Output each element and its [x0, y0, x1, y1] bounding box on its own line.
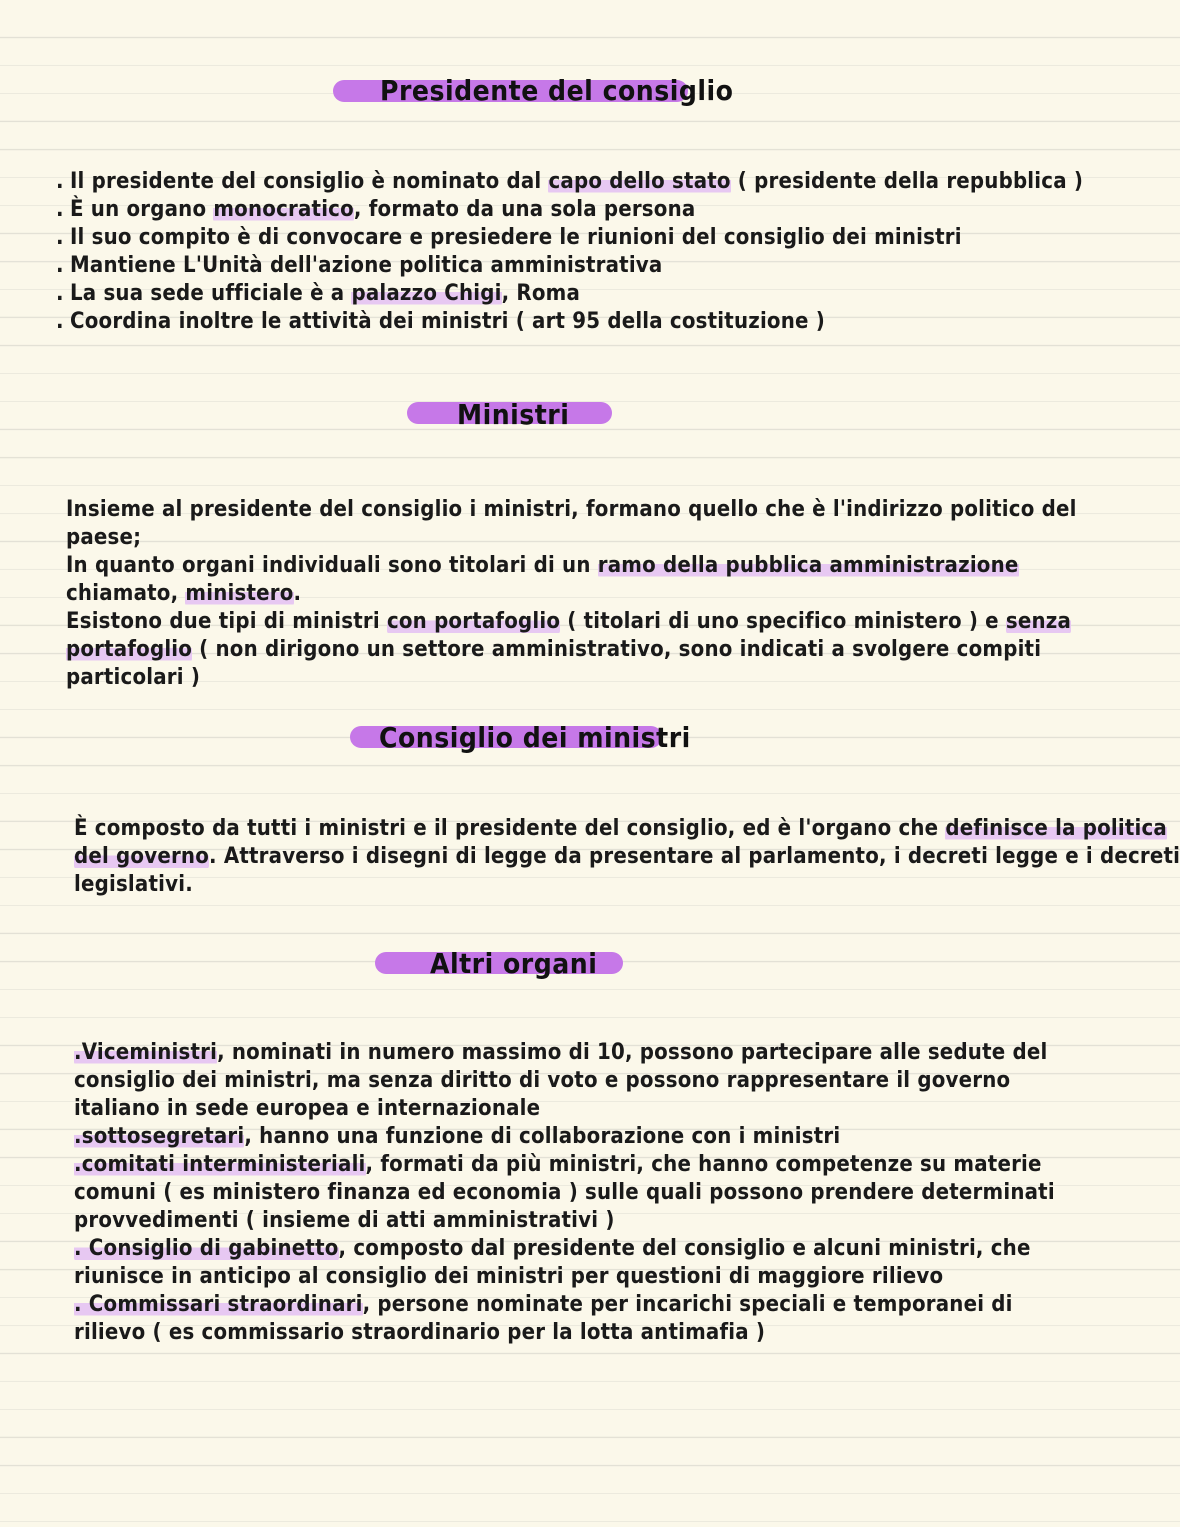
list-item: . È un organo monocratico, formato da una sola persona	[56, 197, 696, 222]
section-title-altri: Altri organi	[0, 945, 1080, 985]
list-item: .comitati interministeriali, formati da più ministri, che hanno competenze su materie	[74, 1152, 1042, 1177]
list-item: . Mantiene L'Unità dell'azione politica amministrativa	[56, 253, 663, 278]
consiglio-paragraph: È composto da tutti i ministri e il presidente del consiglio, ed è l'organo che definisce la politica del governo. Attraverso i disegni di legge da presentare al parlamento, i decreti legge e i decreti legislativi.	[74, 816, 1180, 897]
list-item: . Il presidente del consiglio è nominato dal capo dello stato ( presidente della repubblica )	[56, 169, 1084, 194]
list-item: . Il suo compito è di convocare e presiedere le riunioni del consiglio dei ministri	[56, 225, 962, 250]
section-title-consiglio: Consiglio dei ministri	[0, 719, 1080, 759]
section-title-presidente	[0, 72, 1080, 112]
list-item: . Coordina inoltre le attività dei ministri ( art 95 della costituzione )	[56, 309, 825, 334]
ministri-paragraph: Insieme al presidente del consiglio i ministri, formano quello che è l'indirizzo politico del paese; In quanto organi individuali sono titolari di un ramo della pubblica amministrazione chiamato, ministero. Esistono due tipi di ministri con portafoglio ( titolari di uno specifico ministero ) e senza portafoglio ( non dirigono un settore amministrativo, sono indicati a svolgere compiti particolari )	[66, 497, 1077, 690]
section-title-ministri: Ministri	[0, 396, 1080, 436]
presidente-list	[56, 168, 1083, 336]
altri-list: .Viceministri, nominati in numero massimo di 10, possono partecipare alle sedute del consiglio dei ministri, ma senza diritto di voto e possono rappresentare il governo italiano in sede europea e internazionale .sottosegretari, hanno una funzione di collaborazione con i ministri .comitati interministeriali, formati da più ministri, che hanno competenze su materie comuni ( es ministero finanza ed economia ) sulle quali possono prendere determinati provvedimenti ( insieme di atti amministrativi ) . Consiglio di gabinetto, composto dal presidente del consiglio e alcuni ministri, che riunisce in anticipo al consiglio dei ministri per questioni di maggiore rilievo . Commissari straordinari, persone nominate per incarichi speciali e temporanei di rilievo ( es commissario straordinario per la lotta antimafia )	[74, 1040, 1055, 1345]
list-item: . Consiglio di gabinetto, composto dal presidente del consiglio e alcuni ministri, che	[74, 1236, 1031, 1261]
list-item: .Viceministri, nominati in numero massimo di 10, possono partecipare alle sedute del	[74, 1040, 1048, 1065]
page-title: Presidente del consiglio	[380, 74, 734, 107]
list-item: .sottosegretari, hanno una funzione di collaborazione con i ministri	[74, 1124, 841, 1149]
list-item: . La sua sede ufficiale è a palazzo Chigi, Roma	[56, 281, 581, 306]
list-item: . Commissari straordinari, persone nominate per incarichi speciali e temporanei di	[74, 1292, 1013, 1317]
